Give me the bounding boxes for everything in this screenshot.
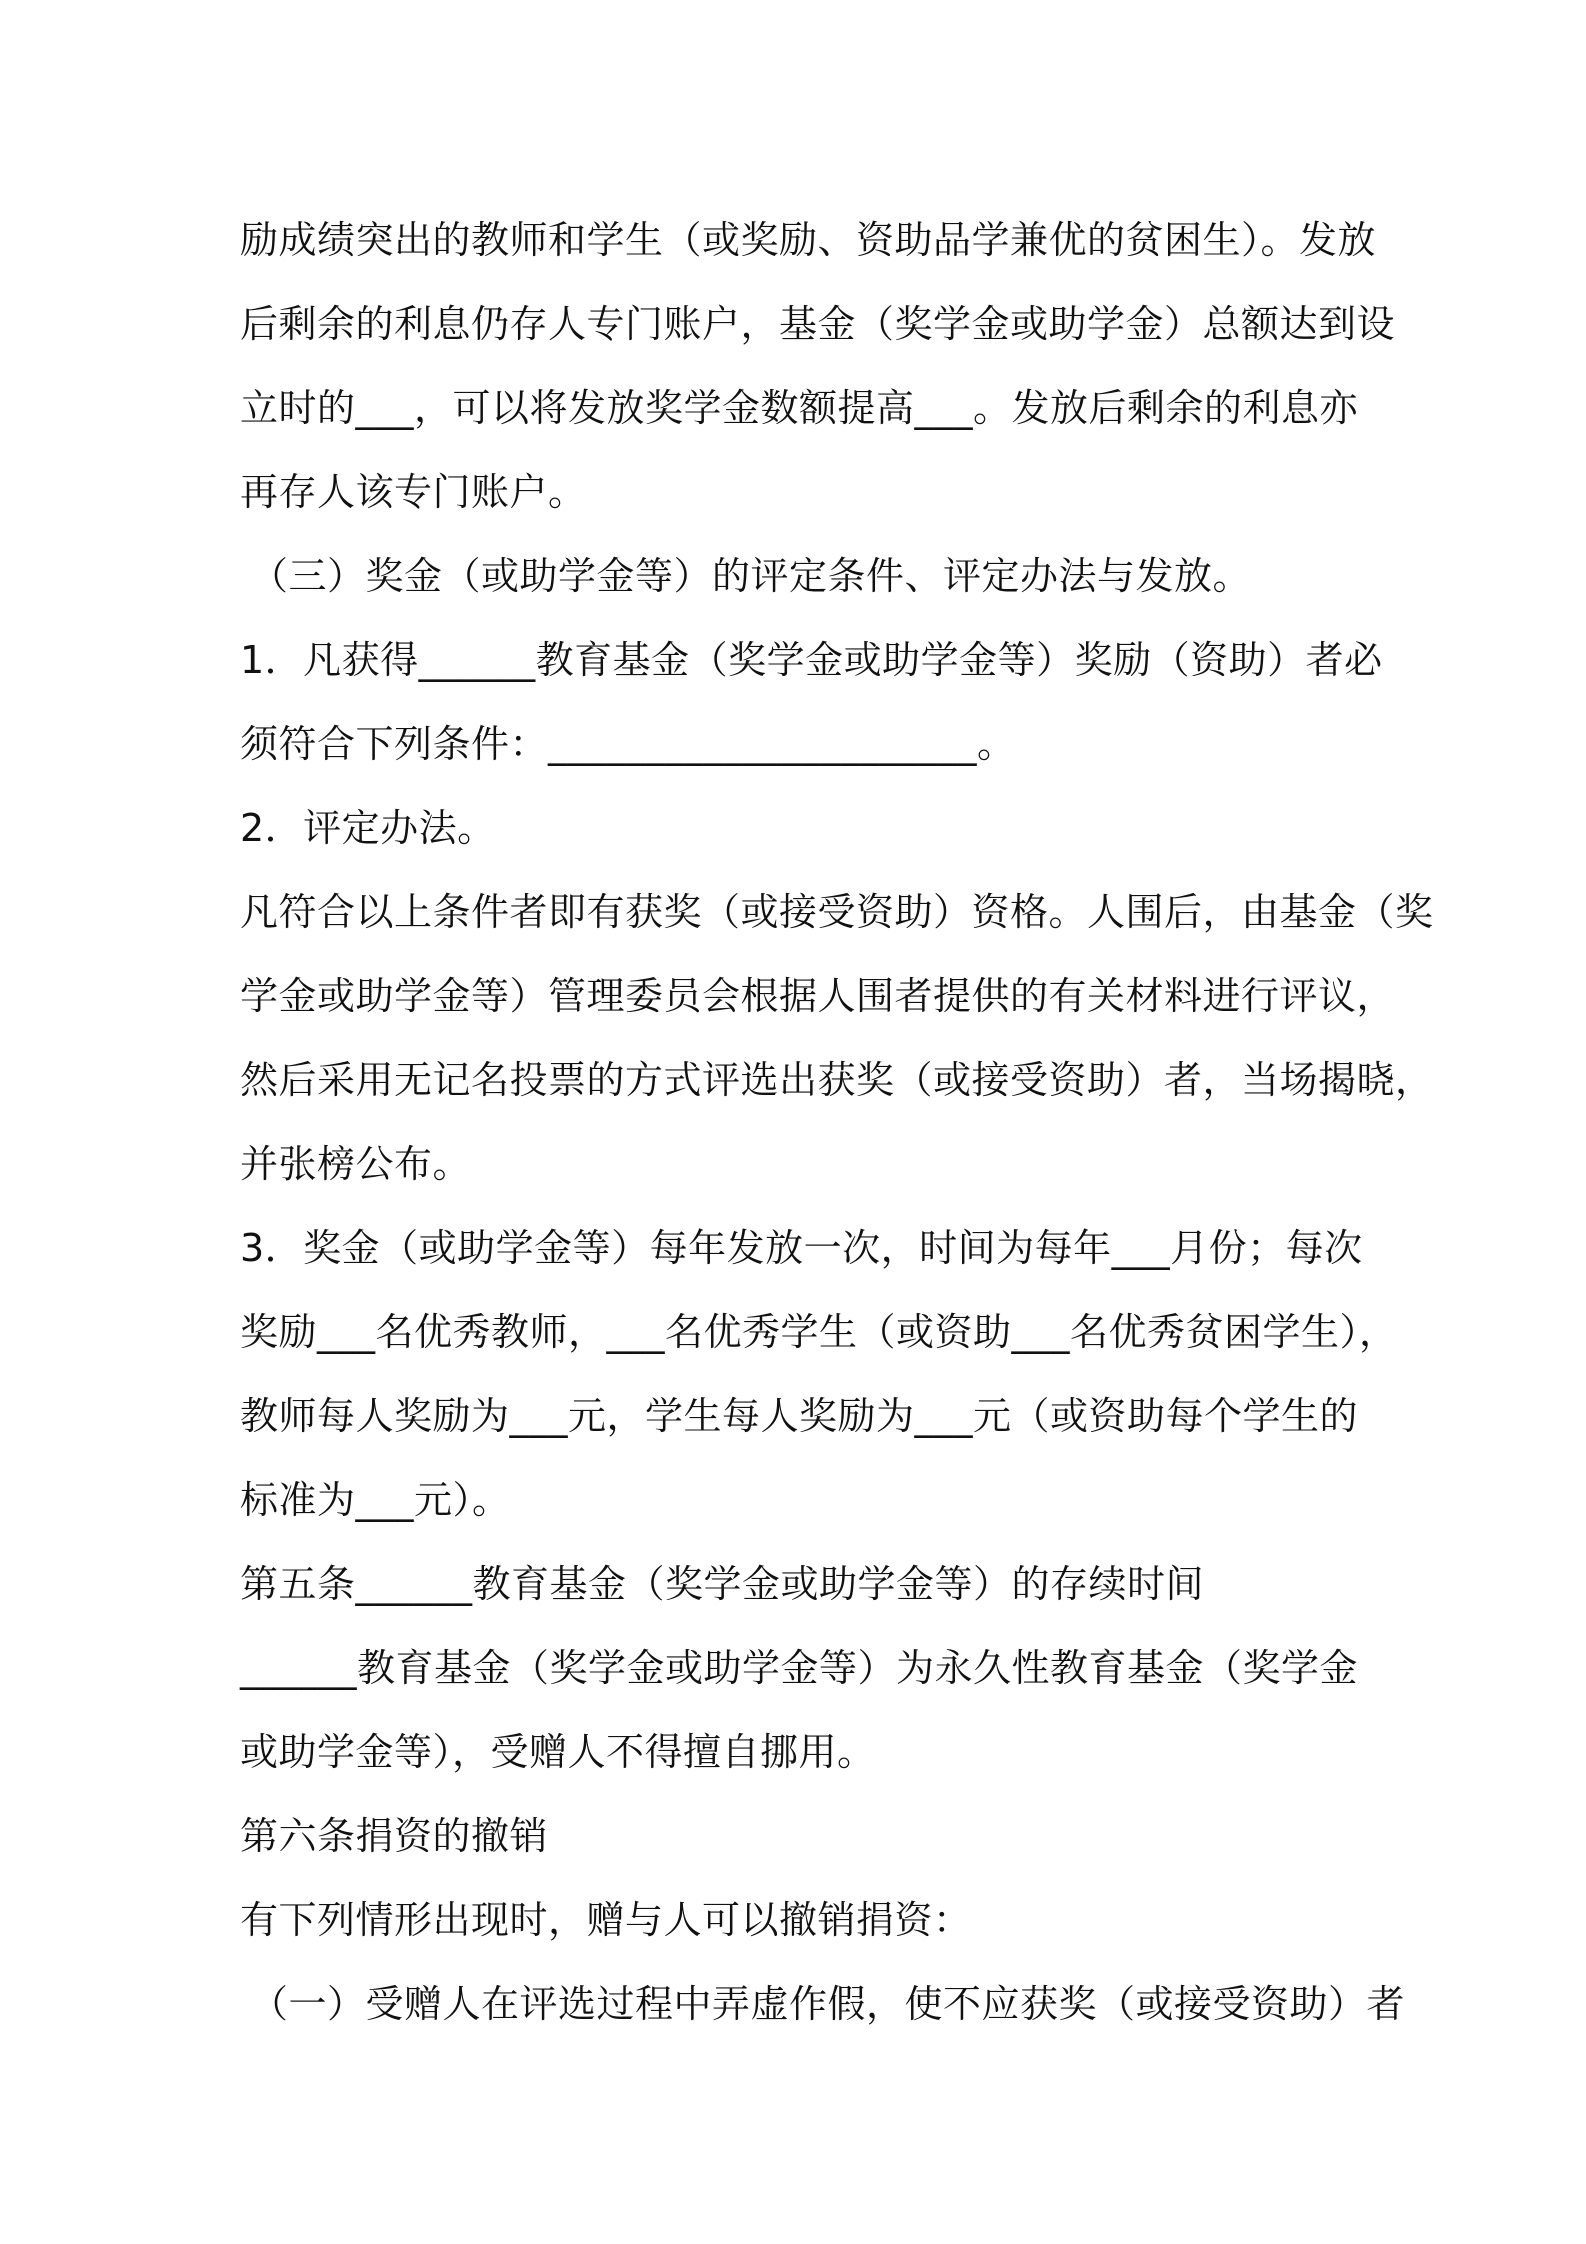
document-body <box>240 198 1434 2046</box>
article-five-heading: 第五条______教育基金（奖学金或助学金等）的存续时间 <box>240 1562 1205 1606</box>
item-3-line-4: 标准为___元）。 <box>240 1478 511 1522</box>
item-3-line-1: 3．奖金（或助学金等）每年发放一次，时间为每年___月份；每次 <box>240 1226 1363 1270</box>
item-3-line-3: 教师每人奖励为___元，学生每人奖励为___元（或资助每个学生的 <box>240 1394 1359 1438</box>
article-six-heading: 第六条捐资的撤销 <box>240 1814 549 1858</box>
article-five-line-1: ______教育基金（奖学金或助学金等）为永久性教育基金（奖学金 <box>240 1646 1359 1690</box>
item-1-line-1: 1．凡获得______教育基金（奖学金或助学金等）奖励（资助）者必 <box>240 638 1383 682</box>
item-3-line-2: 奖励___名优秀教师，___名优秀学生（或资助___名优秀贫困学生）， <box>240 1310 1398 1354</box>
text-line-3: 立时的___，可以将发放奖学金数额提高___。发放后剩余的利息亦 <box>240 386 1359 430</box>
article-five-line-2: 或助学金等），受赠人不得擅自挪用。 <box>240 1730 876 1774</box>
item-2-heading: 2．评定办法。 <box>240 806 496 850</box>
text-line-4: 再存人该专门账户。 <box>240 470 587 514</box>
item-1-line-2: 须符合下列条件：______________________。 <box>240 722 1016 766</box>
text-line-12: 并张榜公布。 <box>240 1142 472 1186</box>
section-heading-three: （三）奖金（或助学金等）的评定条件、评定办法与发放。 <box>250 554 1252 598</box>
text-line-1: 励成绩突出的教师和学生（或奖励、资助品学兼优的贫困生）。发放 <box>240 218 1377 262</box>
article-six-line-1: 有下列情形出现时，赠与人可以撤销捐资： <box>240 1898 972 1942</box>
text-line-11: 然后采用无记名投票的方式评选出获奖（或接受资助）者，当场揭晓， <box>240 1058 1434 1102</box>
text-line-9: 凡符合以上条件者即有获奖（或接受资助）资格。人围后，由基金（奖 <box>240 890 1434 934</box>
article-six-item-1: （一）受赠人在评选过程中弄虚作假，使不应获奖（或接受资助）者 <box>250 1982 1406 2026</box>
text-line-2: 后剩余的利息仍存人专门账户，基金（奖学金或助学金）总额达到设 <box>240 302 1396 346</box>
text-line-10: 学金或助学金等）管理委员会根据人围者提供的有关材料进行评议， <box>240 974 1396 1018</box>
